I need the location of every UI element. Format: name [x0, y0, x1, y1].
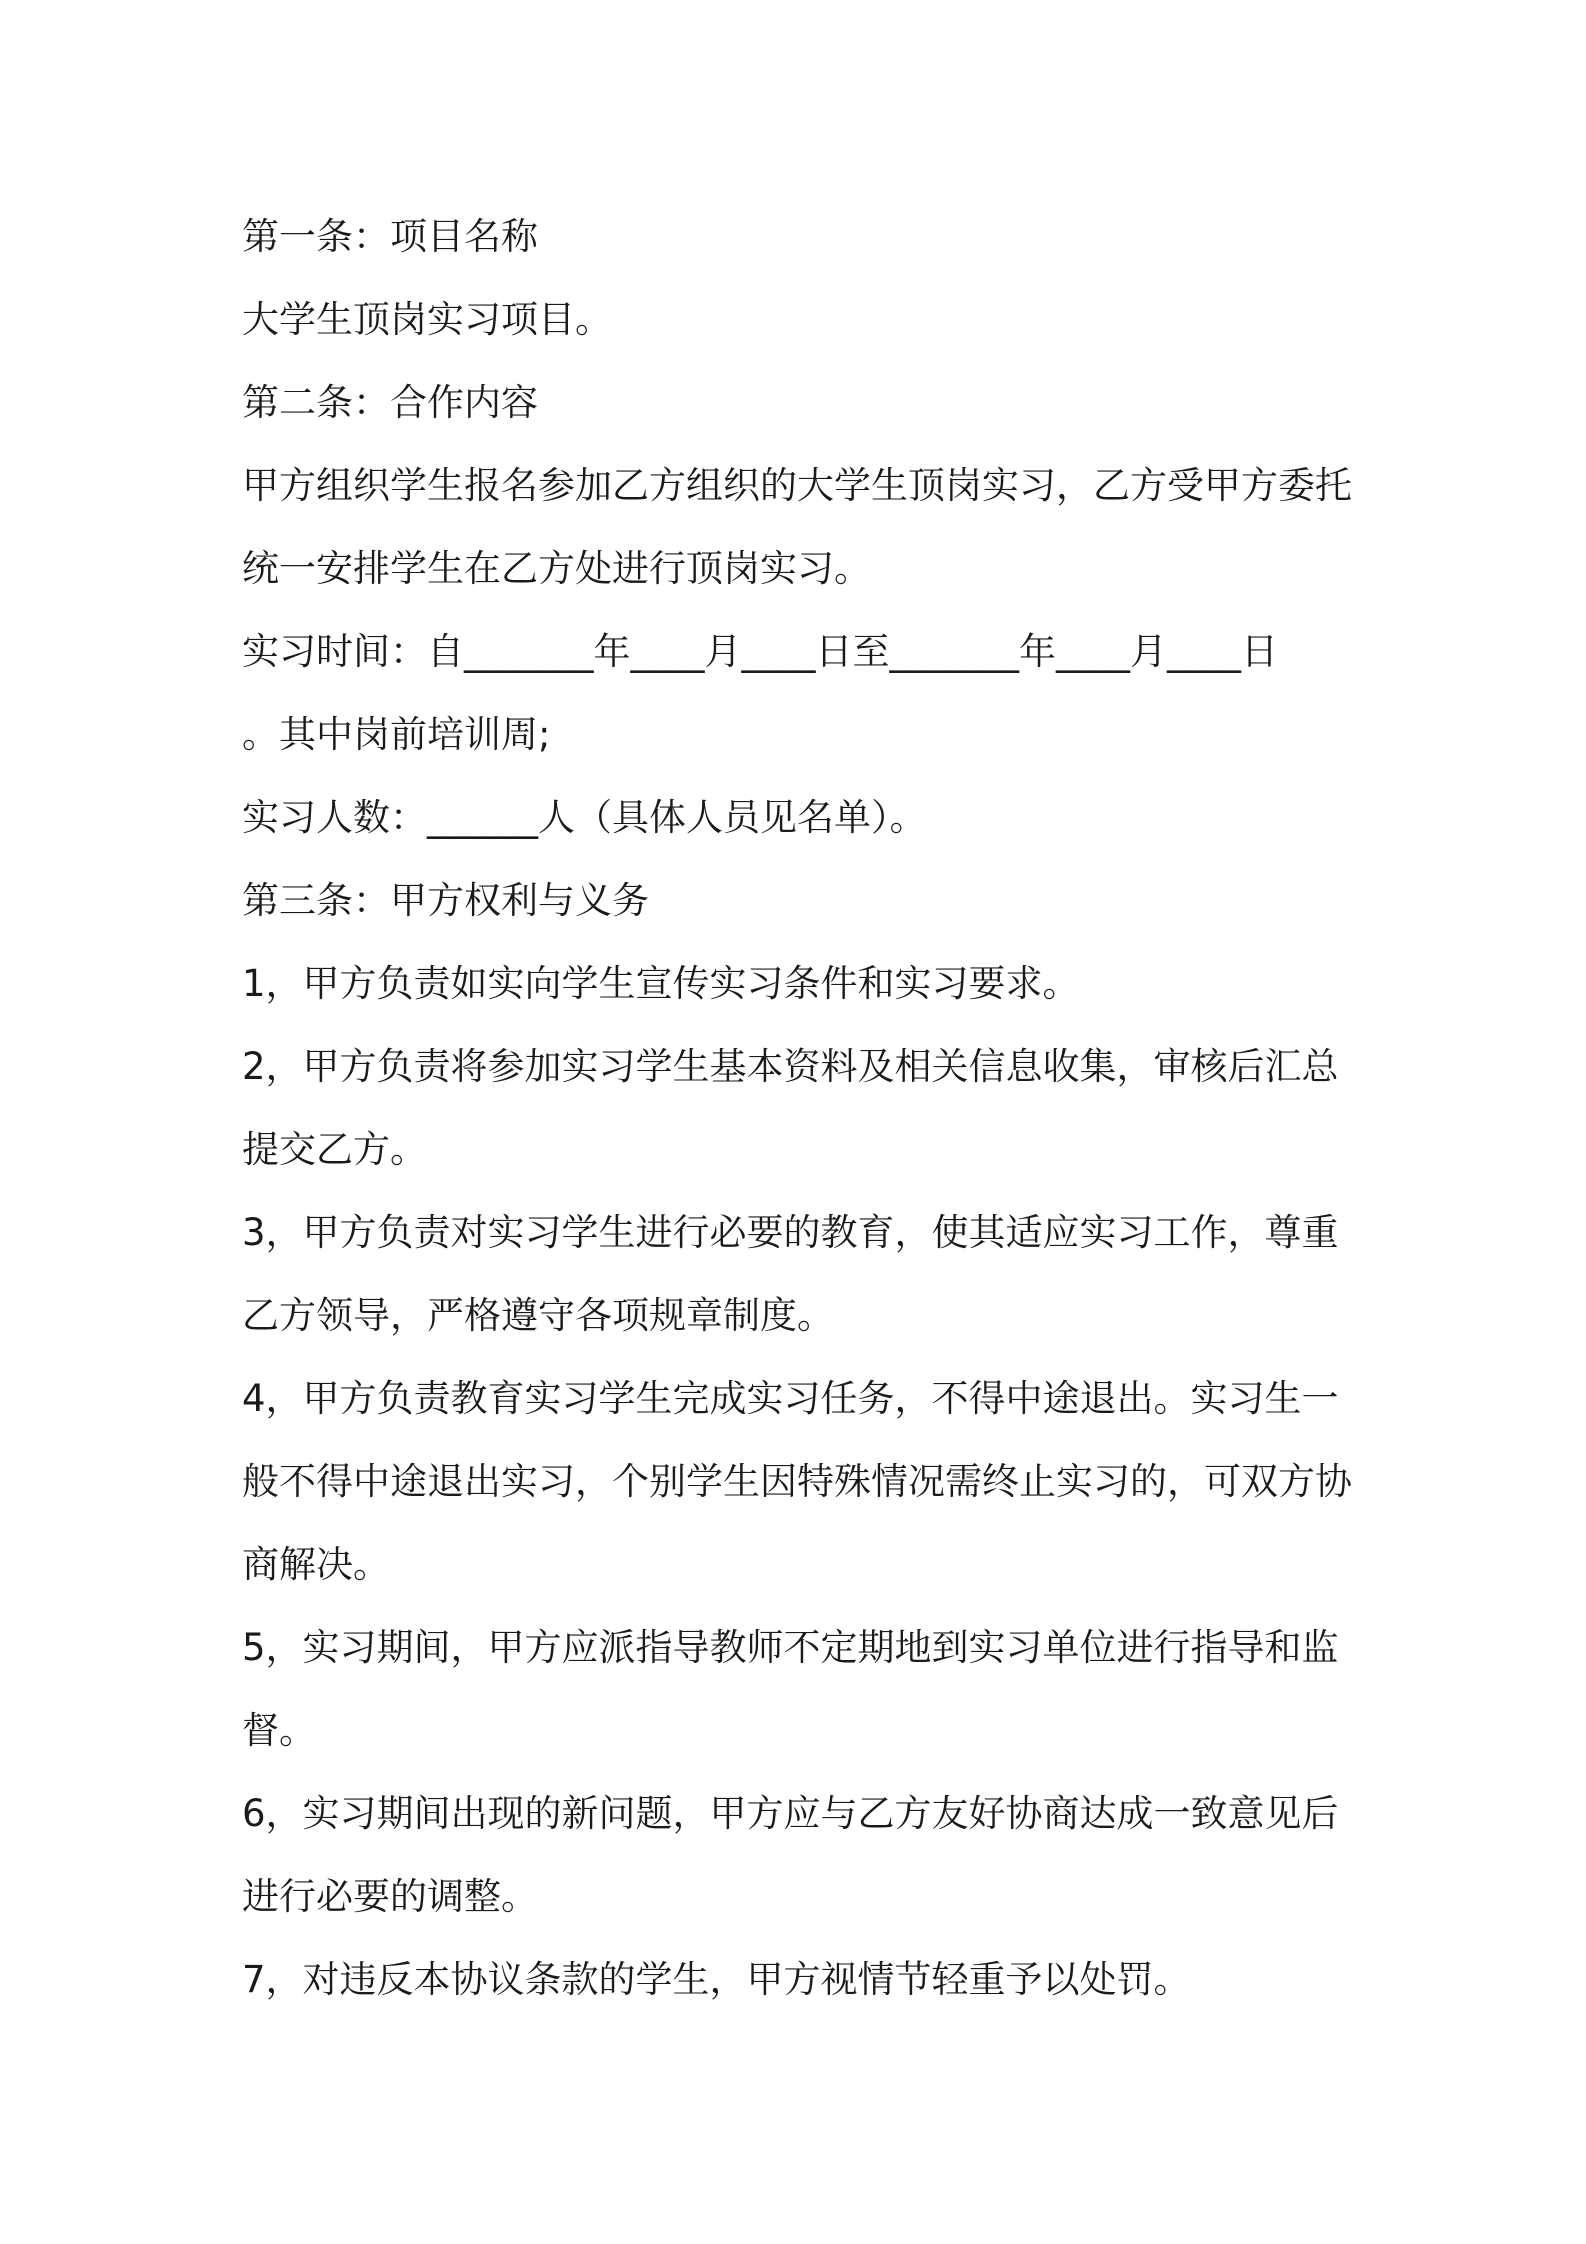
clause-4-continued: 般不得中途退出实习，个别学生因特殊情况需终止实习的，可双方协 — [242, 1460, 1352, 1503]
article-1-heading: 第一条：项目名称 — [242, 215, 538, 258]
clause-6-continued: 进行必要的调整。 — [242, 1875, 538, 1918]
clause-1: 1，甲方负责如实向学生宣传实习条件和实习要求。 — [242, 962, 1080, 1005]
clause-2-continued: 提交乙方。 — [242, 1128, 427, 1171]
intern-count-line: 实习人数：______人（具体人员见名单）。 — [242, 796, 927, 839]
text-line: 大学生顶岗实习项目。 — [242, 298, 612, 341]
clause-4: 4，甲方负责教育实习学生完成实习任务，不得中途退出。实习生一 — [242, 1377, 1339, 1420]
clause-5: 5，实习期间，甲方应派指导教师不定期地到实习单位进行指导和监 — [242, 1626, 1339, 1669]
clause-3: 3，甲方负责对实习学生进行必要的教育，使其适应实习工作，尊重 — [242, 1211, 1339, 1254]
clause-7: 7，对违反本协议条款的学生，甲方视情节轻重予以处罚。 — [242, 1958, 1191, 2001]
internship-period-line: 实习时间：自_______年____月____日至_______年____月____日 — [242, 630, 1278, 673]
clause-6: 6，实习期间出现的新问题，甲方应与乙方友好协商达成一致意见后 — [242, 1792, 1339, 1835]
document-body — [242, 195, 1352, 2021]
article-3-heading: 第三条：甲方权利与义务 — [242, 879, 649, 922]
clause-5-continued: 督。 — [242, 1709, 316, 1752]
clause-3-continued: 乙方领导，严格遵守各项规章制度。 — [242, 1294, 834, 1337]
clause-4-continued: 商解决。 — [242, 1543, 390, 1586]
text-line: 。其中岗前培训周; — [242, 713, 551, 756]
text-line: 统一安排学生在乙方处进行顶岗实习。 — [242, 547, 871, 590]
clause-2: 2，甲方负责将参加实习学生基本资料及相关信息收集，审核后汇总 — [242, 1045, 1339, 1088]
article-2-heading: 第二条：合作内容 — [242, 381, 538, 424]
text-line: 甲方组织学生报名参加乙方组织的大学生顶岗实习，乙方受甲方委托 — [242, 464, 1352, 507]
